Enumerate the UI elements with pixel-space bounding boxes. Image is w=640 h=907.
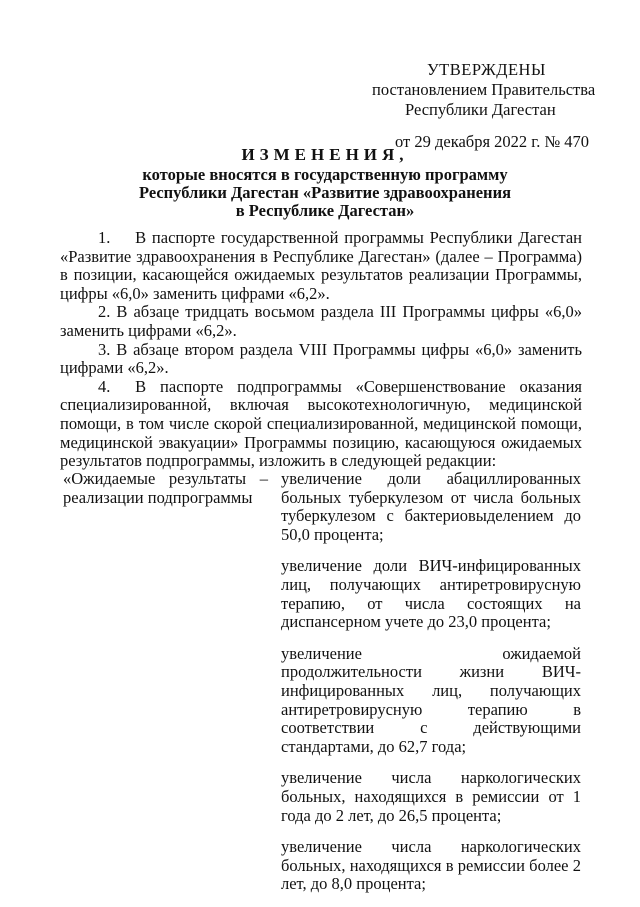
table-label-dash: – (259, 469, 268, 488)
heading-line: которые вносятся в государственную программу (142, 165, 508, 184)
approval-date: от 29 декабря 2022 г. № 470 (395, 132, 590, 151)
document-body (60, 229, 582, 471)
result-item: увеличение доли ВИЧ-инфицированных лиц, получающих антиретровирусную терапию, от числа состоящих на диспансерном учете до 23,0 процента; (281, 556, 581, 632)
approval-title: УТВЕРЖДЕНЫ (427, 60, 546, 79)
table-label-word: «Ожидаемые (63, 469, 156, 488)
result-item: увеличение ожидаемой продолжительности жизни ВИЧ-инфицированных лиц, получающих антиретровирусную терапию в соответствии с действующими стандартами, до 62,7 года; (281, 643, 581, 756)
heading-line: в Республике Дагестан» (235, 201, 415, 220)
result-item: увеличение доли абациллированных больных туберкулезом от числа больных туберкулезом с бактериовыделением до 50,0 процента; (281, 469, 581, 544)
paragraph: 1. В паспорте государственной программы Республики Дагестан «Развитие здравоохранения в Республике Дагестан» (далее – Программа) в позиции, касающейся ожидаемых результатов реализации Программы, цифры «6,0» заменить цифрами «6,2». (60, 228, 582, 303)
result-item: увеличение числа наркологических больных, находящихся в ремиссии от 1 года до 2 лет, до 26,5 процента; (281, 768, 581, 825)
paragraph: 2. В абзаце тридцать восьмом раздела III Программы цифры «6,0» заменить цифрами «6,2». (60, 302, 582, 340)
paragraph: 4. В паспорте подпрограммы «Совершенствование оказания специализированной, включая высокотехнологичную, медицинской помощи, в том числе скорой специализированной, медицинской помощи, медицинской эвакуации» Программы позицию, касающуюся ожидаемых результатов подпрограммы, изложить в следующей редакции: (60, 376, 582, 471)
heading-title: ИЗМЕНЕНИЯ, (241, 145, 409, 164)
table-value-cell (281, 470, 581, 907)
table-label-line: реализации подпрограммы (63, 487, 253, 507)
document-heading (110, 146, 540, 220)
approval-line: постановлением Правительства (372, 80, 596, 99)
approval-line: Республики Дагестан (405, 100, 556, 119)
result-item: увеличение числа наркологических больных, находящихся в ремиссии более 2 лет, до 8,0 процента; (281, 837, 581, 894)
paragraph: 3. В абзаце втором раздела VIII Программы цифры «6,0» заменить цифрами «6,2». (60, 339, 582, 378)
table-label-cell (63, 470, 268, 507)
table-label-word: результаты (168, 469, 247, 488)
heading-line: Республики Дагестан «Развитие здравоохранения (138, 183, 512, 202)
table-label-row (63, 470, 268, 489)
approval-block (365, 60, 605, 152)
